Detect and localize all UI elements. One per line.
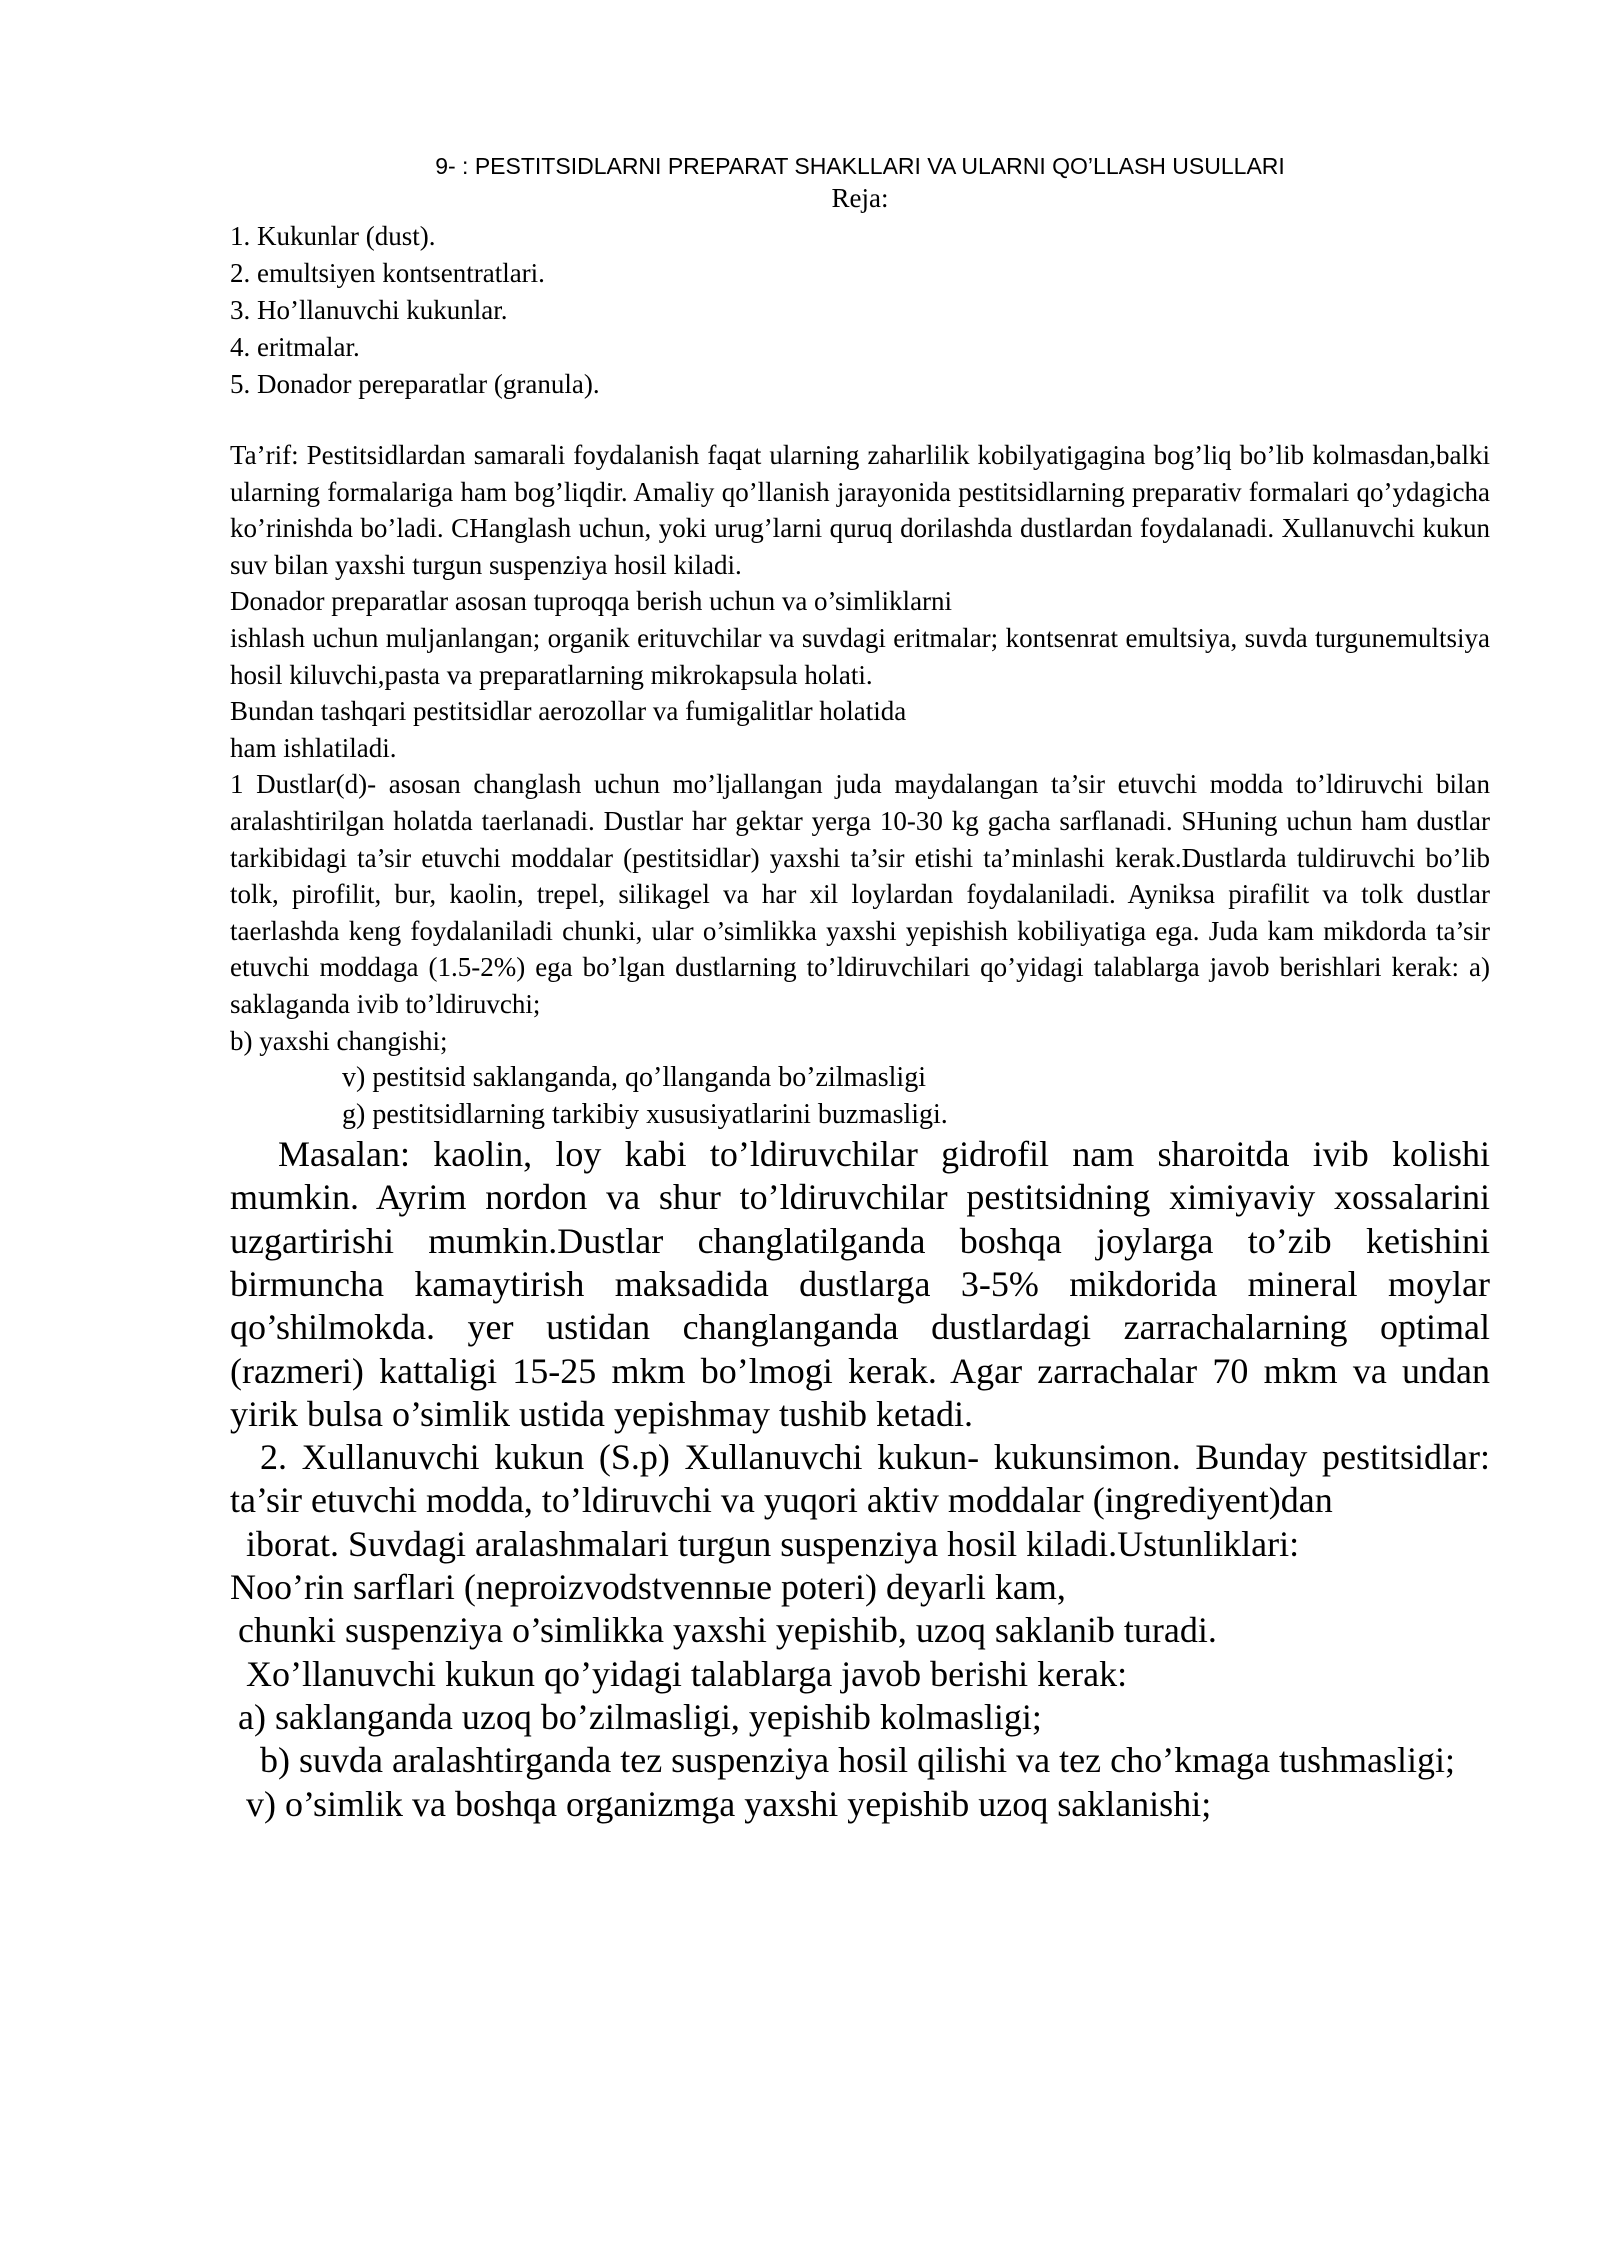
plan-list: [230, 218, 1490, 403]
plan-heading: Reja:: [831, 183, 889, 213]
spacer: [230, 403, 1490, 437]
list-item: 1. Kukunlar (dust).: [230, 221, 436, 251]
list-item-a: a) saklanganda uzoq bo’zilmasligi, yepishib kolmasligi;: [238, 1696, 1042, 1737]
list-item: 3. Ho’llanuvchi kukunlar.: [230, 295, 508, 325]
paragraph-bundan: Bundan tashqari pestitsidlar aerozollar va fumigalitlar holatida: [230, 696, 907, 727]
document-body: [230, 150, 1490, 1826]
paragraph-dustlar: 1 Dustlar(d)- asosan changlash uchun mo’ljallangan juda maydalangan ta’sir etuvchi modda to’ldiruvchi bilan aralashtirilgan holatda taerlanadi. Dustlar har gektar yerga 10-30 kg gacha sarflanadi. SHuning uchun ham dustlar tarkibidagi ta’sir etuvchi moddalar (pestitsidlar) yaxshi ta’sir etishi ta’minlashi kerak.Dustlarda tuldiruvchi bo’lib tolk, pirofilit, bur, kaolin, trepel, silikagel va har xil loylardan foydalaniladi. Ayniksa pirafilit va tolk dustlar taerlashda keng foydalaniladi chunki, ular o’simlikka yaxshi yepishish kobiliyatiga ega. Juda kam mikdorda ta’sir etuvchi moddaga (1.5-2%) ega bo’lgan dustlarning to’ldiruvchilari qo’yidagi talablarga javob berishlari kerak: a) saklaganda ivib to’ldiruvchi;: [230, 769, 1490, 1019]
paragraph-masalan: Masalan: kaolin, loy kabi to’ldiruvchilar gidrofil nam sharoitda ivib kolishi mumkin. Ayrim nordon va shur to’ldiruvchilar pestitsidning ximiyaviy xossalarini uzgartirishi mumkin.Dustlar changlatilganda boshqa joylarga to’zib ketishini birmuncha kamaytirish maksadida dustlarga 3-5% mikdorida mineral moylar qo’shilmokda. yer ustidan changlanganda dustlardagi zarrachalarning optimal (razmeri) kattaligi 15-25 mkm bo’lmogi kerak. Agar zarrachalar 70 mkm va undan yirik bulsa o’simlik ustida yepishmay tushib ketadi.: [230, 1134, 1490, 1434]
definition-paragraph: Ta’rif: Pestitsidlardan samarali foydalanish faqat ularning zaharlilik kobilyatigagina bog’liq bo’lib kolmasdan,balki ularning formalariga ham bog’liqdir. Amaliy qo’llanish jarayonida pestitsidlarning preparativ formalari qo’ydagicha ko’rinishda bo’ladi. CHanglash uchun, yoki urug’larni quruq dorilashda dustlardan foydalanadi. Xullanuvchi kukun suv bilan yaxshi turgun suspenziya hosil kiladi.: [230, 440, 1490, 580]
paragraph-iborat: iborat. Suvdagi aralashmalari turgun suspenziya hosil kiladi.Ustunliklari:: [246, 1523, 1300, 1564]
list-item-v2: v) o’simlik va boshqa organizmga yaxshi yepishib uzoq saklanishi;: [246, 1783, 1212, 1824]
list-item-v: v) pestitsid saklanganda, qo’llanganda bo’zilmasligi: [342, 1062, 926, 1094]
list-item: 4. eritmalar.: [230, 332, 360, 362]
list-item: 2. emultsiyen kontsentratlari.: [230, 258, 545, 288]
list-item-b2: b) suvda aralashtirganda tez suspenziya hosil qilishi va tez cho’kmaga tushmasligi;: [260, 1740, 1456, 1781]
paragraph-donador: Donador preparatlar asosan tuproqqa berish uchun va o’simliklarni: [230, 586, 953, 617]
paragraph-ishlash: ishlash uchun muljanlangan; organik erituvchilar va suvdagi eritmalar; kontsenrat emultsiya, suvda turgunemultsiya hosil kiluvchi,pasta va preparatlarning mikrokapsula holati.: [230, 622, 1490, 690]
paragraph-xullanuvchi: 2. Xullanuvchi kukun (S.p) Xullanuvchi kukun- kukunsimon. Bunday pestitsidlar: ta’sir etuvchi modda, to’ldiruvchi va yuqori aktiv moddalar (ingrediyent)dan: [230, 1437, 1490, 1521]
paragraph-chunki: chunki suspenziya o’simlikka yaxshi yepishib, uzoq saklanib turadi.: [238, 1610, 1217, 1651]
paragraph-noorin: Noo’rin sarflari (neproizvodstvennые poteri) deyarli kam,: [230, 1567, 1066, 1608]
page-title: 9- : PESTITSIDLARNI PREPARAT SHAKLLARI VA ULARNI QO’LLASH USULLARI: [435, 153, 1285, 179]
list-item: 5. Donador pereparatlar (granula).: [230, 369, 600, 399]
list-item-g: g) pestitsidlarning tarkibiy xususiyatlarini buzmasligi.: [342, 1099, 948, 1131]
paragraph-requirements: Xo’llanuvchi kukun qo’yidagi talablarga javob berishi kerak:: [246, 1653, 1128, 1694]
paragraph-ham: ham ishlatiladi.: [230, 732, 397, 763]
list-item-b: b) yaxshi changishi;: [230, 1025, 448, 1056]
